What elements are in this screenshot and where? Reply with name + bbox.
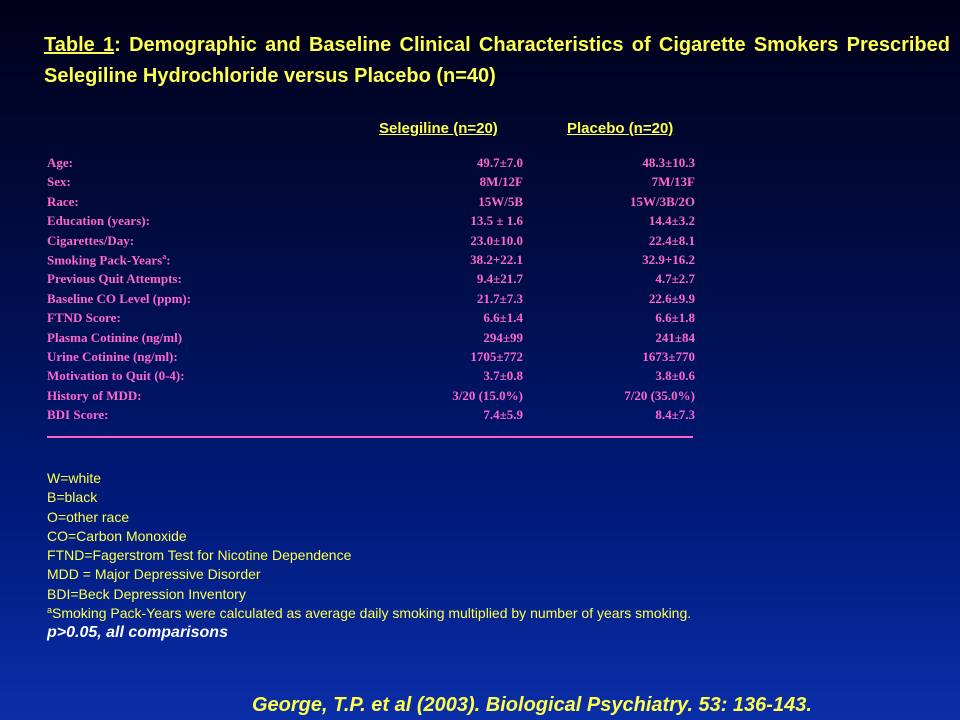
row-label-suffix: : xyxy=(166,252,171,268)
row-label-text: Urine Cotinine (ng/ml): xyxy=(47,349,178,364)
row-label xyxy=(47,271,182,287)
row-label-text: Baseline CO Level (ppm): xyxy=(47,290,192,306)
cell-selegiline: 23.0±10.0 xyxy=(470,232,523,248)
table-row xyxy=(47,174,707,193)
row-label xyxy=(47,368,185,384)
footnote-text: FTND=Fagerstrom Test for Nicotine Dependence xyxy=(47,547,352,564)
table-number: Table 1 xyxy=(44,34,115,56)
cell-selegiline: 38.2+22.1 xyxy=(470,252,523,267)
row-label xyxy=(47,310,121,326)
footnote-text: BDI=Beck Depression Inventory xyxy=(47,585,246,602)
row-label-text: Sex: xyxy=(47,174,71,190)
row-label-text: FTND Score: xyxy=(47,310,121,326)
cell-placebo: 14.4±3.2 xyxy=(648,213,695,229)
table-title-text: : Demographic and Baseline Clinical Characteristics of Cigarette Smokers Prescribed Selegiline Hydrochloride versus Placebo (n=40) xyxy=(44,34,950,87)
footnote-marker: a xyxy=(47,605,53,616)
cell-selegiline: 21.7±7.3 xyxy=(476,290,523,306)
cell-placebo: 3.8±0.6 xyxy=(655,368,695,384)
row-label-text: Previous Quit Attempts: xyxy=(47,271,182,287)
row-label xyxy=(47,252,171,268)
cell-placebo: 7/20 (35.0%) xyxy=(624,387,695,403)
table-row xyxy=(47,233,707,252)
cell-placebo: 6.6±1.8 xyxy=(655,310,695,326)
p-value-note: p>0.05, all comparisons xyxy=(47,624,228,642)
footnotes xyxy=(47,469,691,642)
table-title xyxy=(44,30,950,92)
table-row xyxy=(47,349,707,368)
table-row xyxy=(47,291,707,310)
column-header-selegiline: Selegiline (n=20) xyxy=(379,120,498,137)
cell-selegiline: 13.5 ± 1.6 xyxy=(470,213,523,229)
row-label-text: BDI Score: xyxy=(47,407,109,423)
footnote-text: Smoking Pack-Years were calculated as average daily smoking multiplied by number of years smoking. xyxy=(52,605,692,622)
table-row xyxy=(47,388,707,407)
row-label xyxy=(47,291,191,307)
cell-placebo: 15W/3B/2O xyxy=(629,193,695,209)
cell-selegiline: 9.4±21.7 xyxy=(476,271,523,287)
footnote-line xyxy=(47,488,691,507)
row-label xyxy=(47,233,134,249)
cell-selegiline: 49.7±7.0 xyxy=(476,155,523,170)
row-label-text: Motivation to Quit (0-4): xyxy=(47,368,185,384)
row-label-text: History of MDD: xyxy=(47,387,142,403)
cell-placebo: 22.6±9.9 xyxy=(648,290,695,306)
row-label xyxy=(47,349,178,365)
row-label xyxy=(47,174,71,190)
table-bottom-rule xyxy=(47,436,693,438)
table-row xyxy=(47,155,707,174)
footnote-marker: a xyxy=(162,252,167,261)
footnote-text: O=other race xyxy=(47,508,130,525)
row-label-text: Plasma Cotinine (ng/ml) xyxy=(47,329,183,345)
row-label-text: Age: xyxy=(47,155,73,170)
row-label-text: Education (years): xyxy=(47,213,150,229)
row-label xyxy=(47,213,150,229)
row-label xyxy=(47,194,79,210)
column-header-placebo: Placebo (n=20) xyxy=(567,120,674,137)
cell-selegiline: 8M/12F xyxy=(479,174,523,190)
cell-selegiline: 15W/5B xyxy=(478,193,523,209)
row-label-text: Smoking Pack-Years xyxy=(47,252,163,268)
row-label xyxy=(47,388,142,404)
cell-selegiline: 7.4±5.9 xyxy=(483,407,523,423)
cell-placebo: 48.3±10.3 xyxy=(642,155,695,170)
footnote-line xyxy=(47,508,691,527)
footnote-text: MDD = Major Depressive Disorder xyxy=(47,566,261,583)
cell-placebo: 241±84 xyxy=(655,329,695,345)
footnote-text: B=black xyxy=(47,489,98,506)
footnote-line xyxy=(47,585,691,604)
cell-placebo: 32.9+16.2 xyxy=(642,252,695,267)
footnote-line xyxy=(47,546,691,565)
citation: George, T.P. et al (2003). Biological Psychiatry. 53: 136-143. xyxy=(252,694,812,716)
row-label-text: Race: xyxy=(47,193,79,209)
cell-placebo: 1673±770 xyxy=(642,349,695,364)
cell-selegiline: 3/20 (15.0%) xyxy=(452,387,523,403)
row-label xyxy=(47,330,182,346)
footnote-text: W=white xyxy=(47,470,102,486)
cell-selegiline: 1705±772 xyxy=(470,349,523,364)
cell-placebo: 8.4±7.3 xyxy=(655,407,695,423)
table-row xyxy=(47,330,707,349)
cell-selegiline: 294±99 xyxy=(483,329,523,345)
row-label-text: Cigarettes/Day: xyxy=(47,232,135,248)
footnote-line xyxy=(47,565,691,584)
table-row xyxy=(47,407,707,426)
table-row xyxy=(47,252,707,271)
row-label xyxy=(47,155,73,171)
cell-selegiline: 6.6±1.4 xyxy=(483,310,523,326)
cell-placebo: 4.7±2.7 xyxy=(655,271,695,287)
table-row xyxy=(47,368,707,387)
cell-placebo: 22.4±8.1 xyxy=(648,232,695,248)
footnote-text: CO=Carbon Monoxide xyxy=(47,527,187,544)
table-row xyxy=(47,310,707,329)
cell-selegiline: 3.7±0.8 xyxy=(483,368,523,384)
table-row xyxy=(47,213,707,232)
row-label xyxy=(47,407,109,423)
cell-placebo: 7M/13F xyxy=(651,174,695,190)
footnote-line xyxy=(47,604,691,623)
table-row xyxy=(47,271,707,290)
table-row xyxy=(47,194,707,213)
footnote-line xyxy=(47,469,691,488)
footnote-line xyxy=(47,527,691,546)
